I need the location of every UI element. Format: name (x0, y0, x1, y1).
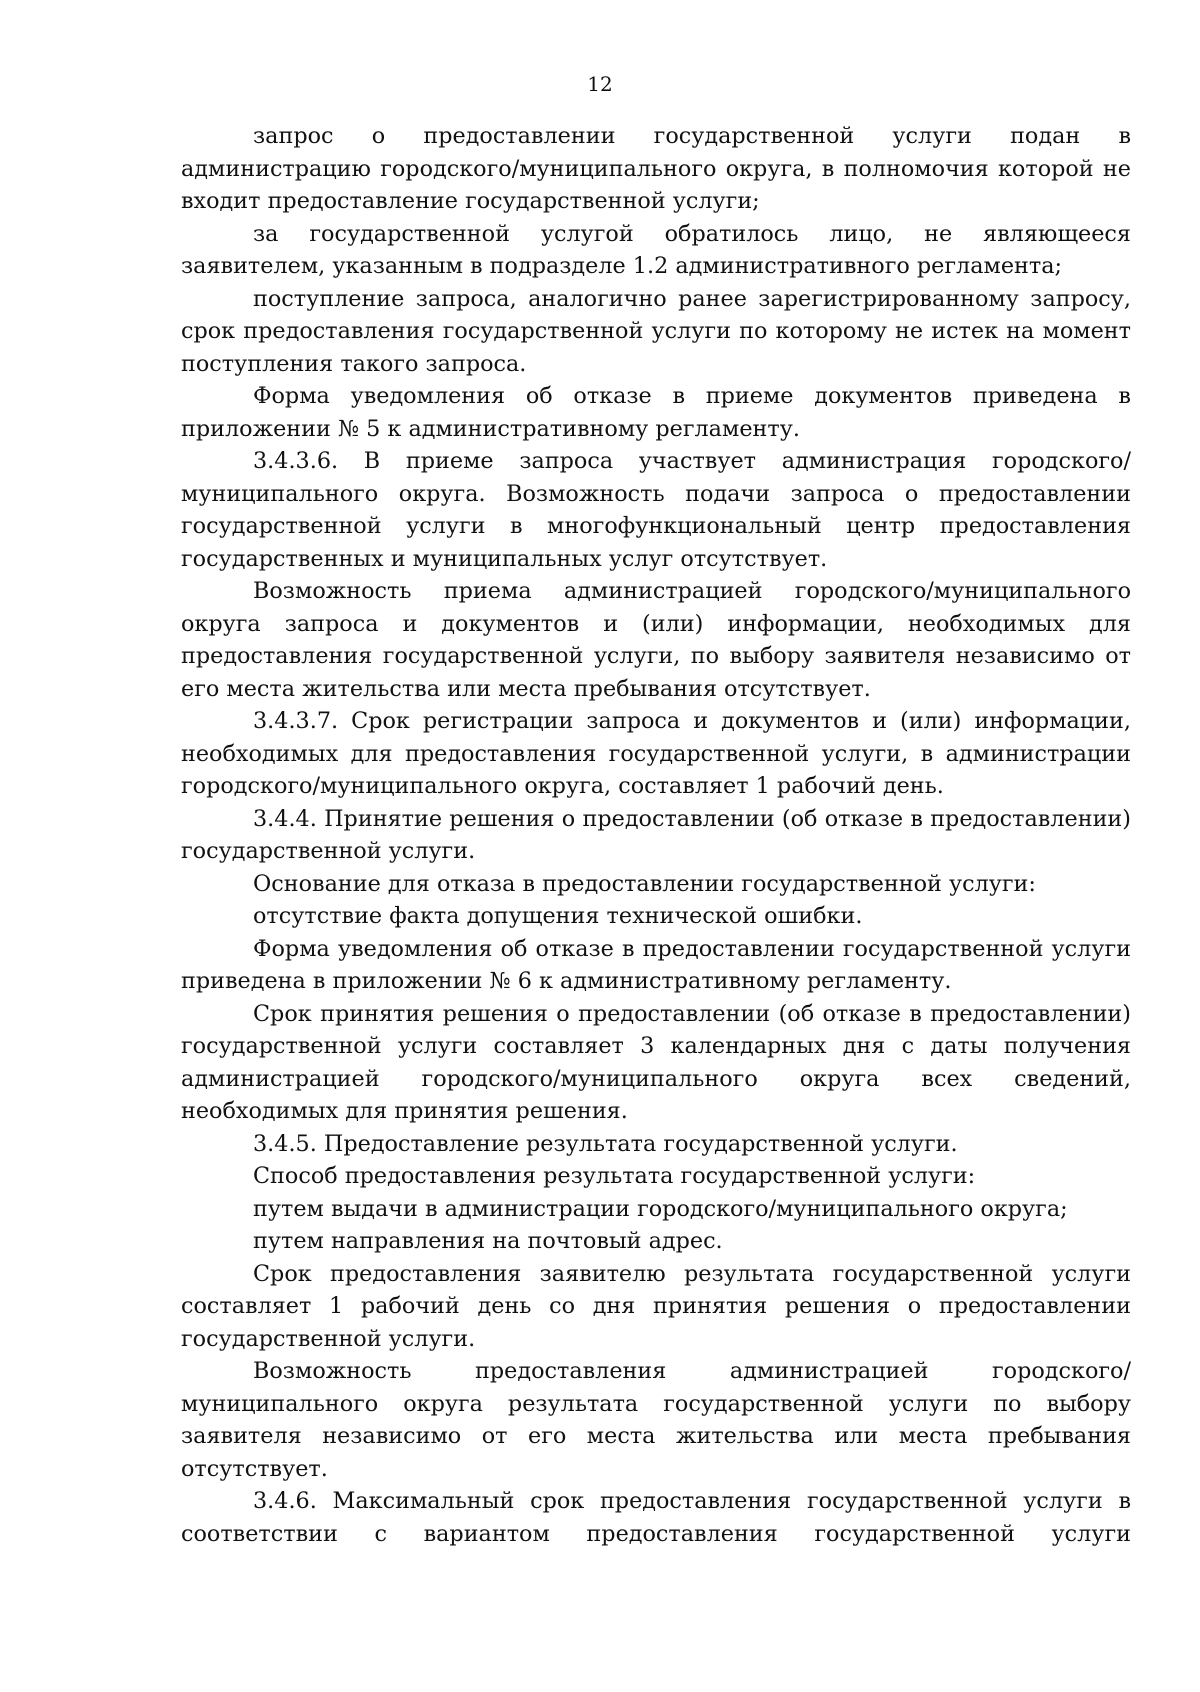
paragraph-3-4-6: 3.4.6. Максимальный срок предоставления государственной услуги в соответствии с вариантом предоставления государственной услуги (181, 1488, 1131, 1547)
paragraph-3-4-3-7: 3.4.3.7. Срок регистрации запроса и документов и (или) информации, необходимых для предоставления государственной услуги, в администрации городского/муниципального округа, составляет 1 рабочий день. (181, 708, 1131, 799)
paragraph-delivery-in-person: путем выдачи в администрации городского/муниципального округа; (253, 1195, 1068, 1222)
paragraph-refusal-basis: Основание для отказа в предоставлении государственной услуги: (253, 870, 1036, 897)
paragraph-refusal-notice-form: Форма уведомления об отказе в приеме документов приведена в приложении № 5 к административному регламенту. (181, 383, 1131, 442)
paragraph-no-technical-error: отсутствие факта допущения технической ошибки. (253, 903, 863, 929)
paragraph-decision-deadline: Срок принятия решения о предоставлении (об отказе в предоставлении) государственной услуги составляет 3 календарных дня с даты получения администрацией городского/муниципального округа всех сведений, необходимых для принятия решения. (181, 1000, 1131, 1124)
paragraph-extraterritorial-acceptance: Возможность приема администрацией городского/муниципального округа запроса и документов и (или) информации, необходимых для предоставления государственной услуги, по выбору заявителя независимо от его места жительства или места пребывания отсутствует. (181, 578, 1131, 702)
paragraph-refusal-ground-wrong-authority: запрос о предоставлении государственной услуги подан в администрацию городского/муниципального округа, в полномочия которой не входит предоставление государственной услуги; (181, 123, 1131, 214)
page-number: 12 (587, 72, 613, 96)
paragraph-extraterritorial-result: Возможность предоставления администрацией городского/муниципального округа результата государственной услуги по выбору заявителя независимо от его места жительства или места пребывания отсутствует. (181, 1358, 1131, 1482)
paragraph-refusal-form-annex-6: Форма уведомления об отказе в предоставлении государственной услуги приведена в приложении № 6 к административному регламенту. (181, 935, 1131, 994)
paragraph-3-4-3-6: 3.4.3.6. В приеме запроса участвует администрация городского/муниципального округа. Возможность подачи запроса о предоставлении государственной услуги в многофункциональный центр предоставления государственных и муниципальных услуг отсутствует. (181, 448, 1131, 572)
paragraph-3-4-5: 3.4.5. Предоставление результата государственной услуги. (253, 1130, 958, 1157)
paragraph-result-deadline: Срок предоставления заявителю результата государственной услуги составляет 1 рабочий день со дня принятия решения о предоставлении государственной услуги. (181, 1260, 1131, 1352)
document-body (181, 120, 1131, 1550)
paragraph-refusal-ground-duplicate-request: поступление запроса, аналогично ранее зарегистрированному запросу, срок предоставления государственной услуги по которому не истек на момент поступления такого запроса. (181, 285, 1131, 377)
paragraph-delivery-by-mail: путем направления на почтовый адрес. (253, 1228, 723, 1254)
paragraph-3-4-4: 3.4.4. Принятие решения о предоставлении (об отказе в предоставлении) государственной услуги. (181, 805, 1131, 864)
paragraph-refusal-ground-not-applicant: за государственной услугой обратилось лицо, не являющееся заявителем, указанным в подразделе 1.2 административного регламента; (181, 220, 1131, 279)
paragraph-result-delivery-method: Способ предоставления результата государственной услуги: (253, 1163, 976, 1189)
